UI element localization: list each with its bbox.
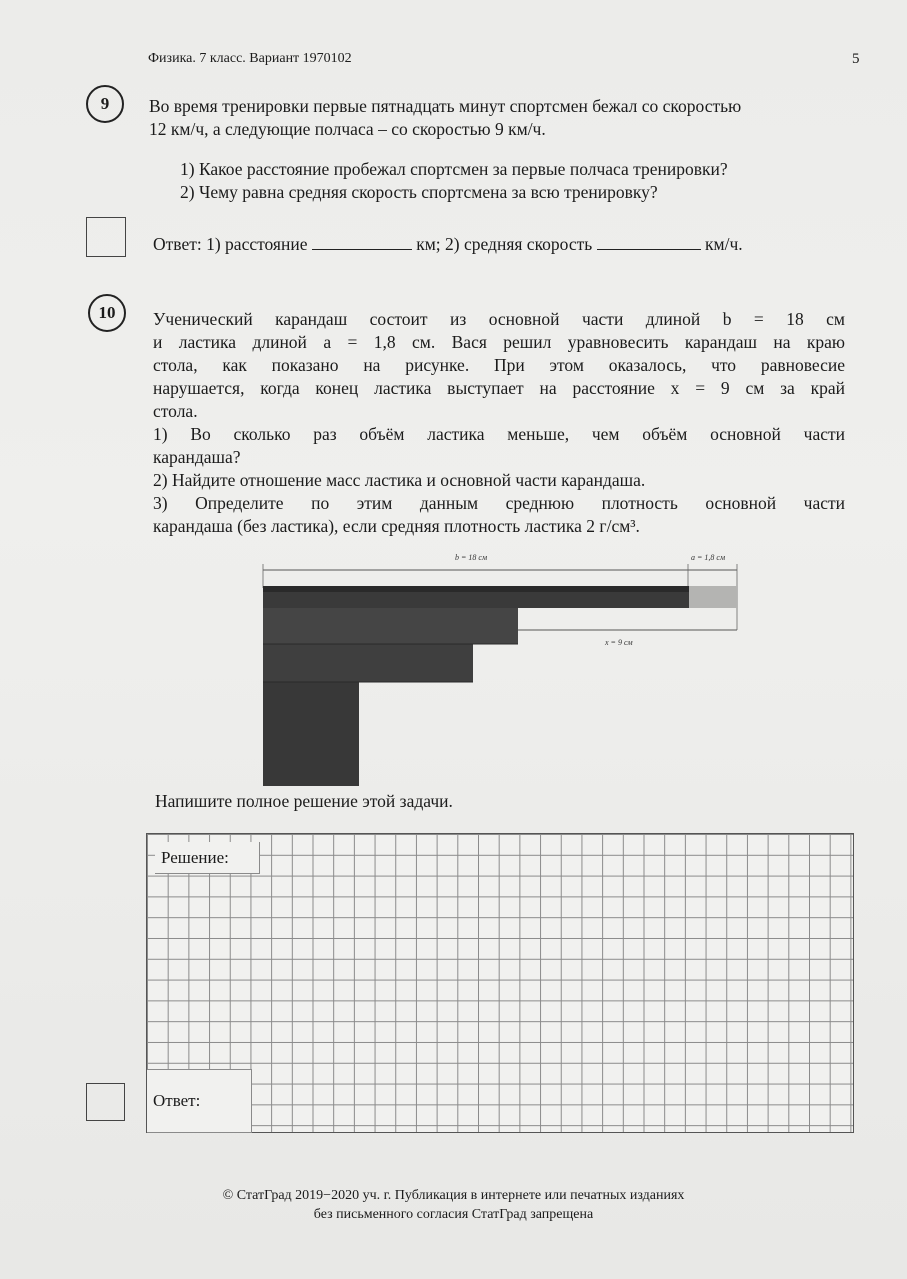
task-10-statement [153, 308, 845, 538]
pencil-eraser [689, 586, 737, 608]
task-10-line-4: нарушается, когда конец ластика выступает на расстояние x = 9 см за край [153, 378, 845, 398]
table-top-block [263, 608, 518, 644]
task-9-number: 9 [86, 85, 124, 123]
task-10-line-5: стола. [153, 401, 198, 421]
task-9-answer-distance-field[interactable] [312, 234, 412, 250]
label-a: a = 1,8 см [691, 553, 726, 562]
table-leg [263, 682, 359, 786]
task-9-question-2: 2) Чему равна средняя скорость спортсмена за всю тренировку? [180, 182, 658, 202]
task-10-number: 10 [88, 294, 126, 332]
label-b: b = 18 см [455, 553, 488, 562]
task-10-question-1-line-1: 1) Во сколько раз объём ластика меньше, чем объём основной части [153, 424, 845, 444]
task-10-line-1: Ученический карандаш состоит из основной части длиной b = 18 см [153, 309, 845, 329]
solution-label: Решение: [155, 842, 260, 874]
task-9-answer-line [153, 233, 853, 256]
task-9-answer-prefix: Ответ: 1) расстояние [153, 234, 308, 254]
task-9-question-1: 1) Какое расстояние пробежал спортсмен за первые полчаса тренировки? [180, 159, 728, 179]
task-10-line-3: стола, как показано на рисунке. При этом оказалось, что равновесие [153, 355, 845, 375]
task-9-questions [180, 158, 860, 204]
task-9-statement [149, 95, 859, 141]
header-title: Физика. 7 класс. Вариант 1970102 [148, 51, 352, 66]
task-10-question-3-line-2: карандаша (без ластика), если средняя плотность ластика 2 г/см³. [153, 516, 640, 536]
task-9-answer-unit-2: км/ч. [705, 234, 743, 254]
table-middle-block [263, 644, 473, 682]
label-x: x = 9 см [605, 638, 633, 647]
write-full-solution: Напишите полное решение этой задачи. [155, 791, 453, 811]
task-9-answer-unit-1: км; 2) средняя скорость [416, 234, 593, 254]
footer [0, 1186, 907, 1224]
page-number: 5 [852, 51, 860, 67]
task-10-score-box[interactable] [86, 1083, 125, 1121]
task-9-score-box[interactable] [86, 217, 126, 257]
answer-label: Ответ: [147, 1069, 252, 1133]
pencil-on-table-figure [255, 548, 755, 790]
task-9-line-1: Во время тренировки первые пятнадцать минут спортсмен бежал со скоростью [149, 96, 742, 116]
task-10-question-3-line-1: 3) Определите по этим данным среднюю плотность основной части [153, 493, 845, 513]
task-9-answer-speed-field[interactable] [597, 234, 701, 250]
footer-line-2: без письменного согласия СтатГрад запрещена [313, 1207, 594, 1222]
task-10-question-1-line-2: карандаша? [153, 447, 241, 467]
task-10-question-2: 2) Найдите отношение масс ластика и основной части карандаша. [153, 470, 646, 490]
task-9-line-2: 12 км/ч, а следующие полчаса – со скоростью 9 км/ч. [149, 119, 546, 139]
footer-line-1: © СтатГрад 2019−2020 уч. г. Публикация в интернете или печатных изданиях [222, 1188, 685, 1203]
task-10-line-2: и ластика длиной a = 1,8 см. Вася решил уравновесить карандаш на краю [153, 332, 845, 352]
solution-grid[interactable] [146, 833, 854, 1133]
